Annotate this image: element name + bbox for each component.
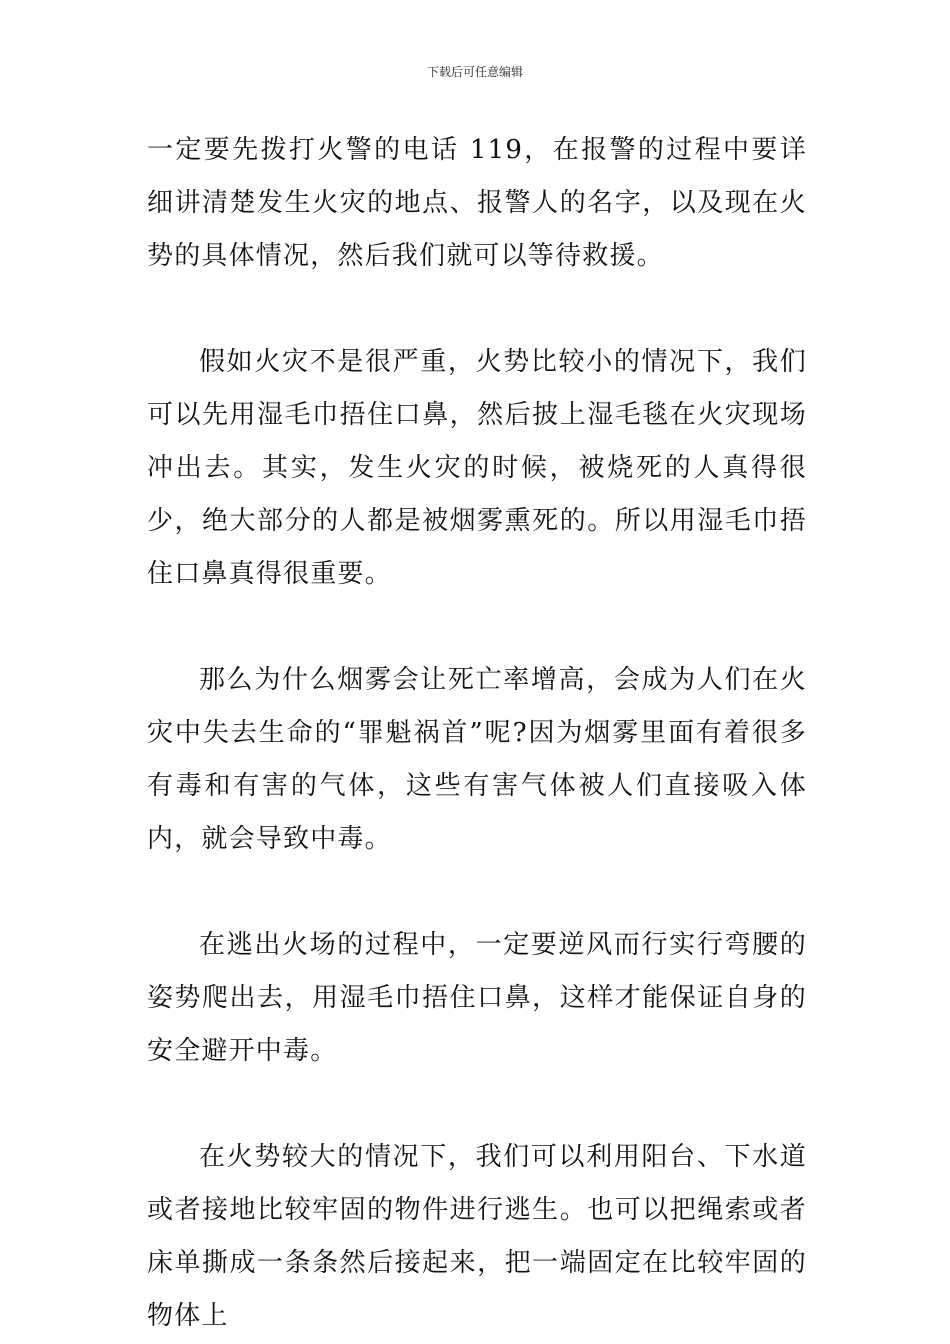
paragraph: 那么为什么烟雾会让死亡率增高，会成为人们在火灾中失去生命的“罪魁祸首”呢?因为烟雾里面有着很多有毒和有害的气体，这些有害气体被人们直接吸入体内，就会导致中毒。 — [147, 665, 807, 854]
paragraph: 在逃出火场的过程中，一定要逆风而行实行弯腰的姿势爬出去，用湿毛巾捂住口鼻，这样才能保证自身的安全避开中毒。 — [147, 930, 807, 1066]
paragraph: 假如火灾不是很严重，火势比较小的情况下，我们可以先用湿毛巾捂住口鼻，然后披上湿毛毯在火灾现场冲出去。其实，发生火灾的时候，被烧死的人真得很少，绝大部分的人都是被烟雾熏死的。所以用湿毛巾捂住口鼻真得很重要。 — [147, 347, 807, 589]
paragraph: 在火势较大的情况下，我们可以利用阳台、下水道或者接地比较牢固的物件进行逃生。也可以把绳索或者床单撕成一条条然后接起来，把一端固定在比较牢固的物体上 — [147, 1142, 807, 1331]
page-header: 下载后可任意编辑 — [426, 65, 523, 79]
paragraph-continued: 一定要先拨打火警的电话 119，在报警的过程中要详细讲清楚发生火灾的地点、报警人的名字，以及现在火势的具体情况，然后我们就可以等待救援。 — [147, 135, 807, 271]
document-body — [147, 124, 807, 1343]
